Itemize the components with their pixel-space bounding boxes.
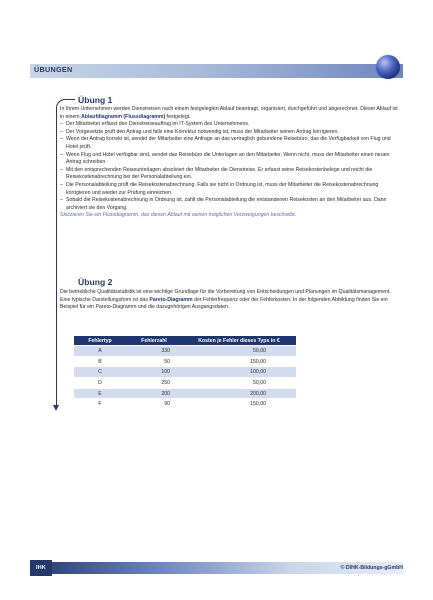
table-cell: 50,00 — [182, 346, 296, 356]
exercise-2-title: Übung 2 — [78, 277, 113, 287]
table-row — [74, 367, 296, 377]
table-cell: 100,00 — [182, 367, 296, 377]
error-table — [74, 335, 296, 410]
header-band — [30, 64, 403, 78]
highlight-term: Pareto-Diagramm — [149, 296, 193, 303]
table-header-row — [74, 336, 296, 345]
list-item: – Der Mitarbeiter erfasst den Dienstreiseauftrag im IT-System des Unternehmens. — [60, 121, 400, 129]
list-item: – Die Personalabteilung prüft die Reisekostenabrechnung. Falls sie nicht in Ordnung ist, muss der Mitarbeiter die Reisekostenabrechnung korrigieren und wieder zur Prüfung einreichen. — [60, 182, 400, 197]
exercise-2-text: Die betriebliche Qualitätsstatistik ist eine wichtige Grundlage für die Vorbereitung von Entscheidungen und Planungen im Qualitätsmanagement. Eine typische Darstellungsform ist das Pareto-Diagramm der Fehlerfrequenz oder der Fehlerkosten. In der folgenden Abbildung finden Sie ein Beispiel für ein Pareto-Diagramm und die dazugehörigen Ausgangsdaten. — [60, 289, 391, 311]
column-header: Fehlertyp — [74, 336, 126, 345]
table-cell: D — [74, 378, 126, 388]
table-cell: F — [74, 399, 126, 409]
table-cell: 150,00 — [182, 399, 296, 409]
table-cell: 200 — [126, 389, 182, 399]
sphere-decoration — [376, 55, 400, 79]
ihk-logo: IHK — [30, 560, 52, 576]
process-steps — [60, 121, 400, 212]
table-cell: 90 — [126, 399, 182, 409]
table-cell: 50,00 — [182, 378, 296, 388]
exercise-2-body — [60, 289, 400, 312]
table-cell: 200,00 — [182, 389, 296, 399]
bracket-line — [56, 109, 57, 407]
arrow-down-icon — [53, 405, 59, 411]
table-cell: 330 — [126, 346, 182, 356]
table-row — [74, 378, 296, 388]
table-row — [74, 346, 296, 356]
column-header: Fehlerzahl — [126, 336, 182, 345]
table-cell: E — [74, 389, 126, 399]
table-cell: 250 — [126, 378, 182, 388]
highlight-term: Ablaufdiagramm (Flussdiagramm) — [81, 113, 166, 120]
table-cell: C — [74, 367, 126, 377]
exercise-1-intro: In Ihrem Unternehmen werden Dienstreisen nach einem festgelegten Ablauf beantragt, organisiert, durchgeführt und abgerechnet. Dieser Ablauf ist in einem Ablaufdiagramm (Flussdiagramm) festgelegt. — [60, 106, 398, 120]
table-row — [74, 399, 296, 409]
table-row — [74, 389, 296, 399]
exercise-1-task: Skizzieren Sie ein Flussdiagramm, das diesen Ablauf mit seinen möglichen Verzweigungen beschreibt. — [60, 212, 297, 219]
list-item: – Sobald die Reisekostenabrechnung in Ordnung ist, zahlt die Personalabteilung die entstandenen Reisekosten an den Mitarbeiter aus. Dann archiviert sie den Vorgang. — [60, 197, 400, 212]
section-header: ÜBUNGEN — [34, 65, 73, 74]
exercise-1-body — [60, 106, 400, 220]
list-item: – Wenn der Antrag korrekt ist, sendet der Mitarbeiter eine Anfrage an das vertraglich gebundene Reisebüro, das die Verfügbarkeit von Flug und Hotel prüft. — [60, 136, 400, 151]
table-cell: 100 — [126, 367, 182, 377]
exercise-1-title: Übung 1 — [78, 95, 113, 105]
list-item: – Wenn Flug und Hotel verfügbar sind, sendet das Reisebüro die Unterlagen an den Mitarbeiter. Wenn nicht, muss der Mitarbeiter einen neuen Antrag schreiben. — [60, 152, 400, 167]
table-row — [74, 357, 296, 367]
table-cell: 150,00 — [182, 357, 296, 367]
table-cell: B — [74, 357, 126, 367]
list-item: – Der Vorgesetzte prüft den Antrag und falls eine Korrektur notwendig ist, muss der Mitarbeiter seinen Antrag korrigieren. — [60, 129, 400, 137]
table-cell: A — [74, 346, 126, 356]
list-item: – Mit den entsprechenden Reiseunterlagen absolviert der Mitarbeiter die Dienstreise. Er erfasst seine Reisekostenbelege und reicht die Reisekostenabrechnung bei der Personalabteilung ein. — [60, 167, 400, 182]
column-header: Kosten je Fehler dieses Typs in € — [182, 336, 296, 345]
table-cell: 50 — [126, 357, 182, 367]
copyright-text: © DIHK-Bildungs-gGmbH — [340, 565, 403, 571]
